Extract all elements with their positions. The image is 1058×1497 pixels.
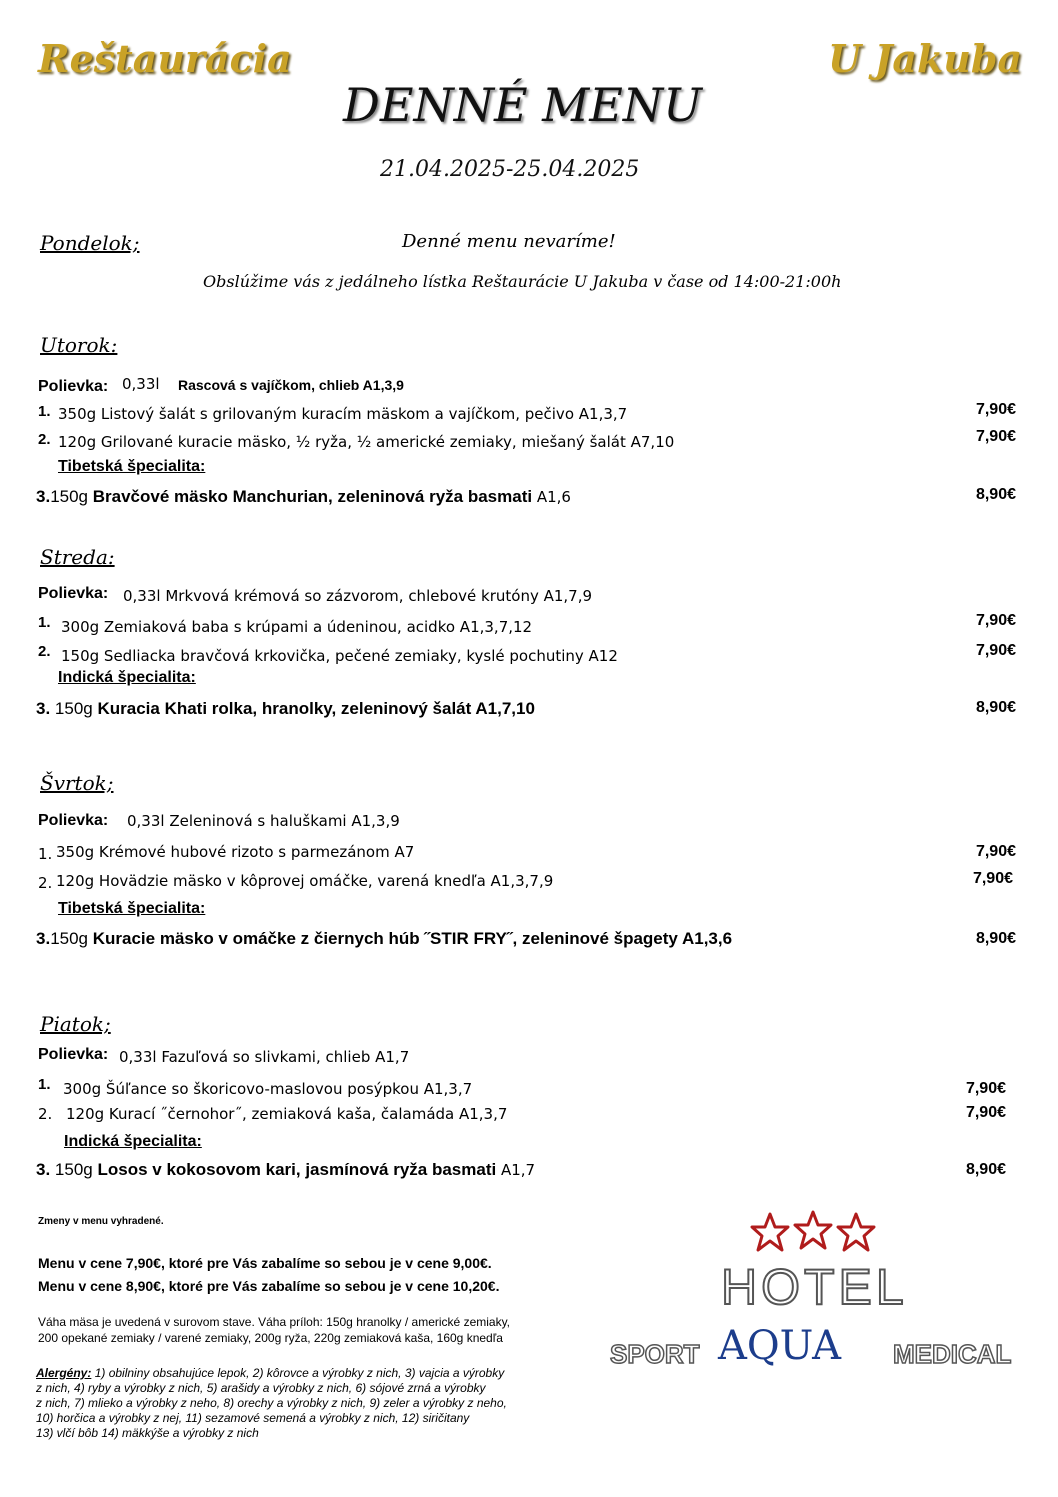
menu-item: 150g Sedliacka bravčová krkovička, pečené zemiaky, kyslé pochutiny A12 — [61, 647, 618, 665]
menu-item: 120g Kurací ˝černohor˝, zemiaková kaša, čalamáda A1,3,7 — [66, 1105, 508, 1123]
allergens-line: z nich, 4) ryby a výrobky z nich, 5) arašidy a výrobky z nich, 6) sójové zrná a výrobky — [36, 1381, 486, 1395]
hotel-logo-text: HOTEL — [721, 1259, 908, 1315]
specialty-label: Tibetská špecialita: — [58, 900, 206, 917]
soup-label: Polievka: — [38, 378, 109, 395]
monday-closed-note: Denné menu nevaríme! — [402, 231, 616, 252]
specialty-name: Kuracie mäsko v omáčke z čiernych húb ˝STIR FRY˝, zeleninové špagety A1,3,6 — [92, 929, 733, 948]
item-number: 1. — [38, 1076, 51, 1093]
menu-item: 350g Krémové hubové rizoto s parmezánom A7 — [56, 843, 415, 861]
soup-name: 0,33l Fazuľová so slivkami, chlieb A1,7 — [119, 1048, 410, 1066]
weight-note: 200 opekané zemiaky / varené zemiaky, 200g ryža, 220g zemiaková kaša, 160g knedľa — [38, 1331, 503, 1345]
hotel-stars — [748, 1210, 878, 1261]
day-heading-monday: Pondelok; — [40, 231, 140, 255]
item-price: 7,90€ — [965, 1080, 1006, 1097]
item-price: 8,90€ — [975, 930, 1016, 947]
menu-item: 120g Hovädzie mäsko v kôprovej omáčke, varená knedľa A1,3,7,9 — [56, 872, 554, 890]
soup-label: Polievka: — [38, 1046, 109, 1063]
specialty-item — [36, 1160, 535, 1180]
soup-label: Polievka: — [38, 812, 109, 829]
day-heading-thursday: Švrtok; — [40, 771, 114, 795]
item-number: 3. — [36, 487, 51, 506]
menu-item: 120g Grilované kuracie mäsko, ½ ryža, ½ americké zemiaky, miešaný šalát A7,10 — [58, 433, 675, 451]
item-number: 1. — [38, 403, 51, 420]
soup-name: Rascová s vajíčkom, chlieb A1,3,9 — [178, 377, 404, 393]
menu-item: 300g Zemiaková baba s krúpami a údeninou, acidko A1,3,7,12 — [61, 618, 533, 636]
menu-item: 300g Šúľance so škoricovo-maslovou posýpkou A1,3,7 — [63, 1080, 473, 1098]
hotel-logo-medical: MEDICAL — [893, 1339, 1012, 1369]
soup-name: 0,33l Zeleninová s haluškami A1,3,9 — [127, 812, 400, 830]
takeaway-note: Menu v cene 7,90€, ktoré pre Vás zabalíme so sebou je v cene 9,00€. — [38, 1255, 492, 1271]
specialty-name: Kuracia Khati rolka, hranolky, zeleninový šalát A1,7,10 — [97, 699, 535, 718]
restaurant-name-left: Reštaurácia — [38, 36, 292, 81]
item-number: 1. — [38, 614, 51, 631]
monday-info-note: Obslúžime vás z jedálneho lístka Reštaurácie U Jakuba v čase od 14:00-21:00h — [203, 272, 842, 291]
page-title: DENNÉ MENU — [343, 78, 702, 132]
specialty-name: Bravčové mäsko Manchurian, zeleninová ryža basmati — [92, 487, 533, 506]
item-number: 2. — [38, 643, 51, 660]
item-number: 3. — [36, 929, 51, 948]
item-price: 7,90€ — [972, 870, 1013, 887]
day-heading-friday: Piatok; — [40, 1012, 111, 1036]
item-number: 3. — [36, 1160, 51, 1179]
star-icon — [795, 1212, 831, 1248]
item-price: 7,90€ — [975, 612, 1016, 629]
date-range: 21.04.2025-25.04.2025 — [380, 157, 640, 182]
item-weight: 150g — [54, 1160, 93, 1179]
star-icon — [838, 1214, 874, 1250]
hotel-logo-sport: SPORT — [610, 1339, 700, 1369]
item-number: 1. — [38, 845, 53, 863]
specialty-label: Indická špecialita: — [64, 1133, 202, 1150]
day-heading-tuesday: Utorok: — [40, 333, 118, 357]
item-weight: 150g — [54, 699, 93, 718]
allergens-line: 10) horčica a výrobky z nej, 11) sezamové semená a výrobky z nich, 12) siričitany — [36, 1411, 470, 1425]
specialty-item — [36, 699, 535, 719]
item-price: 7,90€ — [975, 843, 1016, 860]
day-heading-wednesday: Streda: — [40, 545, 115, 569]
item-number: 2. — [38, 431, 51, 448]
star-icon — [752, 1214, 788, 1250]
weight-note: Váha mäsa je uvedená v surovom stave. Váha príloh: 150g hranolky / americké zemiaky, — [38, 1315, 511, 1329]
allergens-list — [36, 1366, 507, 1441]
item-price: 7,90€ — [975, 642, 1016, 659]
changes-note: Zmeny v menu vyhradené. — [38, 1216, 164, 1227]
soup-label: Polievka: — [38, 585, 109, 602]
item-number: 3. — [36, 699, 51, 718]
star-icons — [748, 1210, 878, 1256]
item-price: 8,90€ — [975, 486, 1016, 503]
specialty-label: Tibetská špecialita: — [58, 458, 206, 475]
allergens-line: 13) vlčí bôb 14) mäkkýše a výrobky z nich — [36, 1426, 259, 1440]
allergens-line: z nich, 7) mlieko a výrobky z neho, 8) orechy a výrobky z nich, 9) zeler a výrobky z neho, — [36, 1396, 507, 1410]
allergens-label: Alergény: — [36, 1366, 92, 1380]
item-number: 2. — [38, 1105, 53, 1123]
item-price: 8,90€ — [965, 1161, 1006, 1178]
allergens-line: 1) obilniny obsahujúce lepok, 2) kôrovce a výrobky z nich, 3) vajcia a výrobky — [91, 1366, 505, 1380]
specialty-label: Indická špecialita: — [58, 669, 196, 686]
soup-name: 0,33l Mrkvová krémová so zázvorom, chlebové krutóny A1,7,9 — [123, 587, 593, 605]
item-price: 7,90€ — [965, 1104, 1006, 1121]
specialty-item — [36, 487, 571, 507]
soup-volume: 0,33l — [122, 375, 160, 393]
hotel-logo-aqua: AQUA — [718, 1323, 842, 1369]
item-price: 7,90€ — [975, 401, 1016, 418]
specialty-allergens: A1,6 — [536, 488, 571, 506]
restaurant-name-right: U Jakuba — [828, 36, 1023, 81]
menu-item: 350g Listový šalát s grilovaným kuracím mäskom a vajíčkom, pečivo A1,3,7 — [58, 405, 628, 423]
item-weight: 150g — [50, 487, 89, 506]
item-weight: 150g — [50, 929, 89, 948]
specialty-name: Losos v kokosovom kari, jasmínová ryža basmati — [97, 1160, 497, 1179]
takeaway-note: Menu v cene 8,90€, ktoré pre Vás zabalíme so sebou je v cene 10,20€. — [38, 1278, 500, 1294]
item-number: 2. — [38, 874, 53, 892]
item-price: 7,90€ — [975, 428, 1016, 445]
specialty-allergens: A1,7 — [500, 1161, 536, 1179]
specialty-item — [36, 929, 732, 949]
item-price: 8,90€ — [975, 699, 1016, 716]
